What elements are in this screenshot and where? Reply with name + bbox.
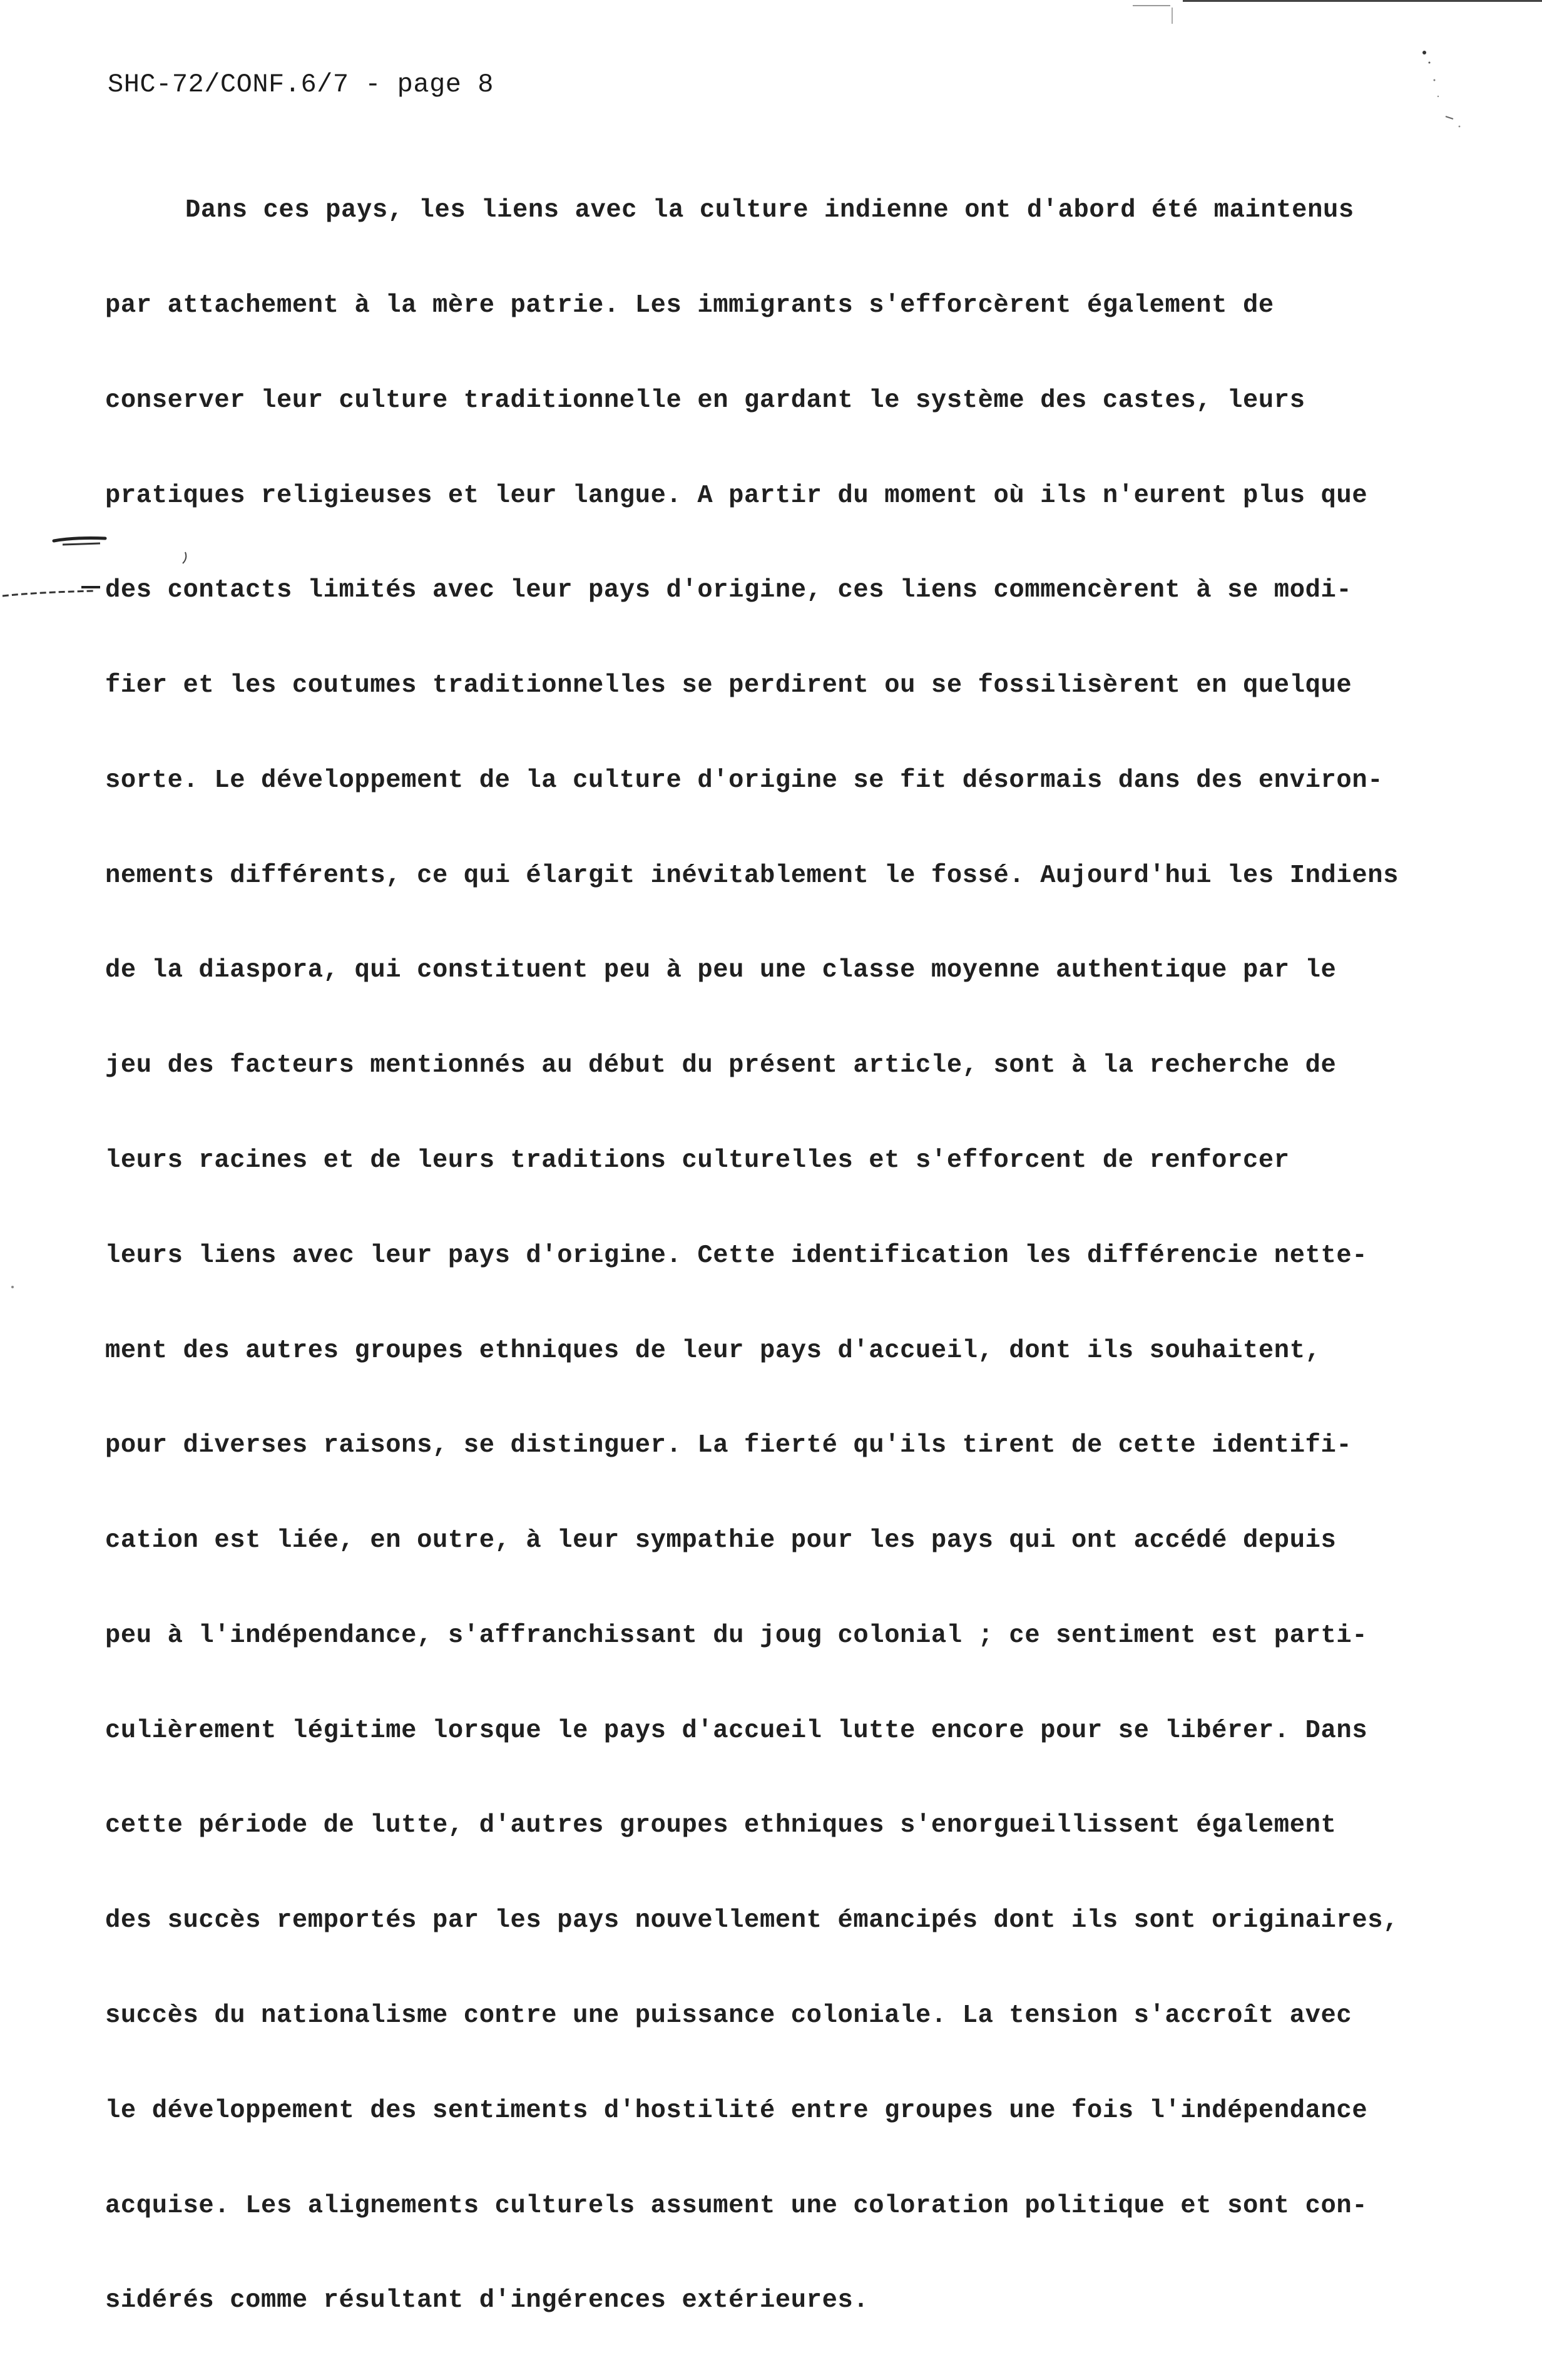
- text-line: conserver leur culture traditionnelle en gardant le système des castes, leurs: [105, 386, 1305, 415]
- text-line: ment des autres groupes ethniques de leur pays d'accueil, dont ils souhaitent,: [105, 1336, 1321, 1365]
- text-line: succès du nationalisme contre une puissance coloniale. La tension s'accroît avec: [105, 2001, 1352, 2031]
- text-line: leurs liens avec leur pays d'origine. Cette identification les différencie nette-: [105, 1241, 1368, 1270]
- scan-edge-tick: [1172, 8, 1173, 24]
- scan-edge-line: [1183, 0, 1542, 2]
- text-line: cation est liée, en outre, à leur sympathie pour les pays qui ont accédé depuis: [105, 1526, 1337, 1556]
- text-line: cette période de lutte, d'autres groupes ethniques s'enorgueillissent également: [105, 1811, 1337, 1840]
- text-line: des succès remportés par les pays nouvellement émancipés dont ils sont originaires,: [105, 1906, 1399, 1936]
- text-line: pour diverses raisons, se distinguer. La fierté qu'ils tirent de cette identifi-: [105, 1431, 1352, 1460]
- text-line: de la diaspora, qui constituent peu à peu une classe moyenne authentique par le: [105, 956, 1337, 985]
- margin-pen-marks: [0, 513, 200, 613]
- text-line: le développement des sentiments d'hostilité entre groupes une fois l'indépendance: [105, 2096, 1368, 2125]
- text-line: pratiques religieuses et leur langue. A partir du moment où ils n'eurent plus que: [105, 481, 1368, 510]
- text-line: sidérés comme résultant d'ingérences extérieures.: [105, 2286, 869, 2316]
- scan-specks: [1421, 49, 1471, 136]
- text-line: jeu des facteurs mentionnés au début du présent article, sont à la recherche de: [105, 1051, 1337, 1080]
- text-line: acquise. Les alignements culturels assument une coloration politique et sont con-: [105, 2191, 1368, 2220]
- document-reference-header: SHC-72/CONF.6/7 - page 8: [108, 69, 494, 100]
- text-line: peu à l'indépendance, s'affranchissant du joug colonial ; ce sentiment est parti-: [105, 1621, 1368, 1650]
- text-line: sorte. Le développement de la culture d'origine se fit désormais dans des environ-: [105, 766, 1384, 795]
- text-line: nements différents, ce qui élargit inévitablement le fossé. Aujourd'hui les Indiens: [105, 861, 1399, 890]
- text-line: leurs racines et de leurs traditions culturelles et s'efforcent de renforcer: [105, 1146, 1290, 1175]
- text-line: par attachement à la mère patrie. Les immigrants s'efforcèrent également de: [105, 290, 1274, 320]
- text-line: des contacts limités avec leur pays d'origine, ces liens commencèrent à se modi-: [105, 576, 1352, 605]
- scan-edge-line-short: [1133, 5, 1170, 6]
- scan-speck-left: [11, 1286, 14, 1288]
- text-line: culièrement légitime lorsque le pays d'accueil lutte encore pour se libérer. Dans: [105, 1716, 1368, 1745]
- text-line: fier et les coutumes traditionnelles se perdirent ou se fossilisèrent en quelque: [105, 671, 1352, 700]
- body-paragraph: [105, 131, 1419, 2380]
- text-line: Dans ces pays, les liens avec la culture indienne ont d'abord été maintenus: [185, 196, 1354, 225]
